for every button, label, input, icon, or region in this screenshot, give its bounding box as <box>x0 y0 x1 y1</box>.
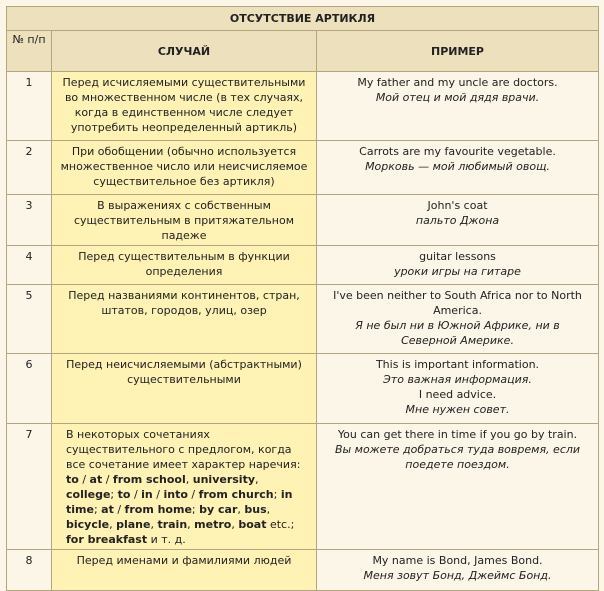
example-ru: Меня зовут Бонд, Джеймс Бонд. <box>363 569 552 582</box>
example-en: I need advice. <box>418 388 497 401</box>
case-text-run: ; <box>110 488 118 501</box>
case-bold-phrase: college <box>66 488 111 501</box>
example-cell <box>317 141 599 195</box>
example-cell <box>317 550 599 591</box>
row-number: 6 <box>7 354 52 424</box>
case-bold-phrase: in <box>141 488 153 501</box>
case-text-run: ; <box>191 503 200 516</box>
example-en: You can get there in time if you go by train. <box>337 428 578 441</box>
case-bold-phrase: in time <box>66 488 293 516</box>
table-row <box>7 72 599 141</box>
example-ru: уроки игры на гитаре <box>394 265 521 278</box>
case-bold-phrase: from church <box>198 488 274 501</box>
case-text-run: etc.; <box>266 518 295 531</box>
row-number: 4 <box>7 246 52 285</box>
case-text-run: В некоторых сочетаниях существительного с предлогом, когда все сочетание имеет характер наречия: <box>66 428 301 471</box>
table-body <box>7 72 599 591</box>
case-text-run: ; <box>273 488 281 501</box>
case-text-run: / <box>187 488 199 501</box>
case-cell: Перед существительным в функции определения <box>52 246 317 285</box>
row-number: 8 <box>7 550 52 591</box>
example-en: John's coat <box>427 199 488 212</box>
case-text-run: / <box>130 488 142 501</box>
row-number: 3 <box>7 195 52 246</box>
case-text-run: и т. д. <box>147 533 186 546</box>
case-bold-phrase: at <box>89 473 103 486</box>
example-en: My name is Bond, James Bond. <box>372 554 543 567</box>
article-absence-table <box>6 6 599 591</box>
table-row <box>7 424 599 550</box>
case-text-run: , <box>231 518 239 531</box>
case-bold-phrase: to <box>117 488 131 501</box>
case-text-run: / <box>152 488 164 501</box>
case-text-run: / <box>102 473 113 486</box>
case-text-run: / <box>78 473 90 486</box>
table-row <box>7 285 599 354</box>
example-ru: Вы можете добраться туда вовремя, если поедете поездом. <box>334 443 581 471</box>
case-bold-phrase: metro <box>194 518 232 531</box>
row-number: 2 <box>7 141 52 195</box>
table-row <box>7 246 599 285</box>
example-ru: Это важная информация. <box>383 373 532 386</box>
row-number: 7 <box>7 424 52 550</box>
case-cell: Перед неисчисляемыми (абстрактными) существительными <box>52 354 317 424</box>
case-bold-phrase: university <box>192 473 256 486</box>
example-cell <box>317 246 599 285</box>
header-number: № п/п <box>7 31 52 72</box>
example-en: I've been neither to South Africa nor to North America. <box>333 289 582 317</box>
example-en: Carrots are my favourite vegetable. <box>359 145 556 158</box>
case-bold-phrase: from school <box>112 473 186 486</box>
case-bold-phrase: boat <box>238 518 267 531</box>
case-text-run: / <box>113 503 125 516</box>
case-cell: При обобщении (обычно используется множественное число или неисчисляемое существительное без артикля) <box>52 141 317 195</box>
case-bold-phrase: bus <box>244 503 267 516</box>
example-cell <box>317 72 599 141</box>
table-row <box>7 195 599 246</box>
case-bold-phrase: into <box>163 488 188 501</box>
row-number: 5 <box>7 285 52 354</box>
table-row <box>7 550 599 591</box>
example-ru: Я не был ни в Южной Африке, ни в Северной Америке. <box>355 319 560 347</box>
case-cell: В выражениях с собственным существительным в притяжательном падеже <box>52 195 317 246</box>
example-cell <box>317 424 599 550</box>
case-bold-phrase: bicycle <box>66 518 110 531</box>
case-text-run: ; <box>93 503 102 516</box>
case-bold-phrase: for breakfast <box>66 533 148 546</box>
case-text-run: , <box>150 518 158 531</box>
example-ru: Морковь — мой любимый овощ. <box>365 160 550 173</box>
case-text-run: , <box>255 473 259 486</box>
example-ru: Мой отец и мой дядя врачи. <box>375 91 540 104</box>
case-text-run: , <box>185 473 193 486</box>
case-text-run: , <box>109 518 117 531</box>
case-cell: Перед названиями континентов, стран, штатов, городов, улиц, озер <box>52 285 317 354</box>
header-example: ПРИМЕР <box>317 31 599 72</box>
case-text-run: , <box>187 518 195 531</box>
example-ru: пальто Джона <box>415 214 500 227</box>
row-number: 1 <box>7 72 52 141</box>
case-cell: Перед исчисляемыми существительными во множественном числе (в тех случаях, когда в единственном числе следует употребить неопределенный артикль) <box>52 72 317 141</box>
header-case: СЛУЧАЙ <box>52 31 317 72</box>
case-bold-phrase: by car <box>199 503 238 516</box>
example-cell <box>317 195 599 246</box>
case-cell <box>52 424 317 550</box>
example-cell <box>317 354 599 424</box>
example-en: This is important information. <box>375 358 540 371</box>
case-text-run: , <box>237 503 245 516</box>
table-title: ОТСУТСТВИЕ АРТИКЛЯ <box>7 7 599 31</box>
case-bold-phrase: at <box>101 503 114 516</box>
example-en: guitar lessons <box>419 250 496 263</box>
case-bold-phrase: plane <box>116 518 151 531</box>
example-ru: Мне нужен совет. <box>405 403 510 416</box>
example-cell <box>317 285 599 354</box>
case-bold-phrase: from home <box>124 503 192 516</box>
case-text-run: , <box>266 503 271 516</box>
case-cell: Перед именами и фамилиями людей <box>52 550 317 591</box>
case-bold-phrase: train <box>157 518 188 531</box>
table-row <box>7 141 599 195</box>
case-bold-phrase: to <box>66 473 79 486</box>
table-row <box>7 354 599 424</box>
example-en: My father and my uncle are doctors. <box>357 76 558 89</box>
